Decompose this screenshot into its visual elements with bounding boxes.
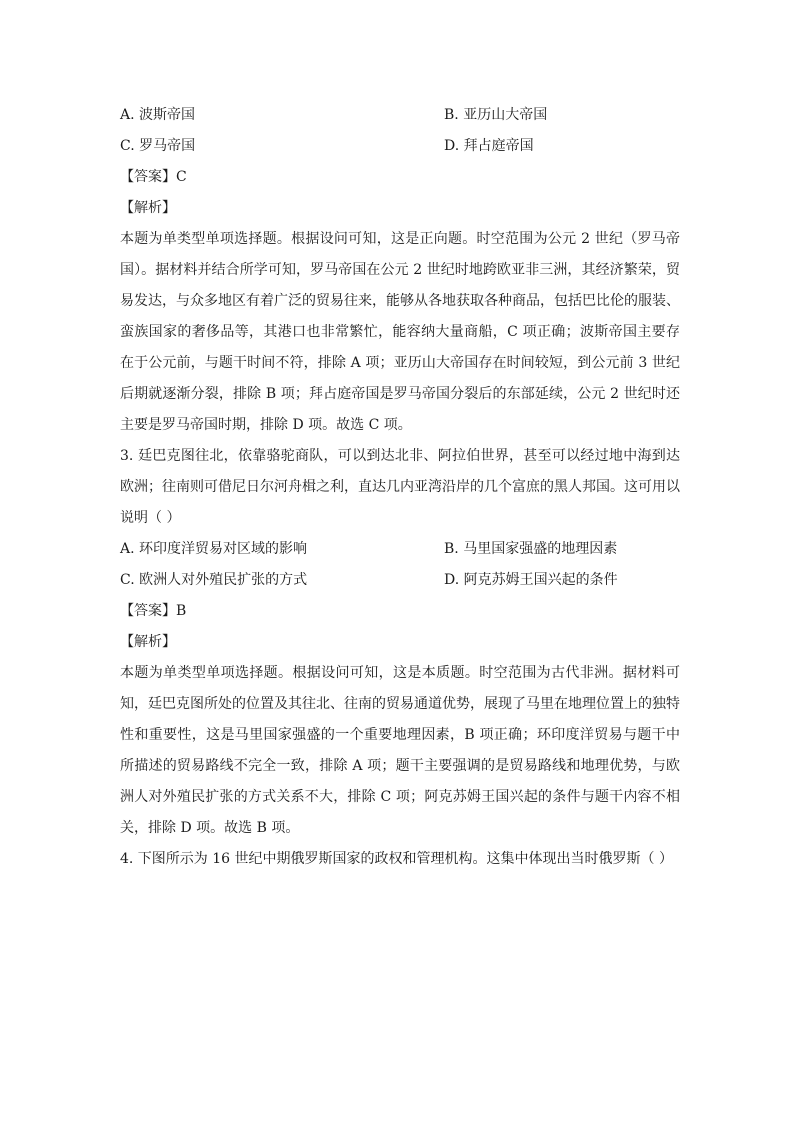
q4-stem: 4. 下图所示为 16 世纪中期俄罗斯国家的政权和管理机构。这集中体现出当时俄罗斯（ ）	[120, 851, 673, 867]
q3-options-row-2	[120, 565, 680, 596]
q2-options-row-2	[120, 131, 680, 162]
q2-analysis-label: 【解析】	[120, 200, 176, 216]
q3-answer: 【答案】B	[120, 603, 187, 619]
q3-option-d: D. 阿克苏姆王国兴起的条件	[444, 572, 618, 588]
q3-analysis: 本题为单类型单项选择题。根据设问可知，这是本质题。时空范围为古代非洲。据材料可知，廷巴克图所处的位置及其往北、往南的贸易通道优势，展现了马里在地理位置上的独特性和重要性，这是马里国家强盛的一个重要地理因素，B 项正确；环印度洋贸易与题干中所描述的贸易路线不完全一致，排除 A 项；题干主要强调的是贸易路线和地理优势，与欧洲人对外殖民扩张的方式关系不大，排除 C 项；阿克苏姆王国兴起的条件与题干内容不相关，排除 D 项。故选 B 项。	[120, 665, 680, 836]
q2-analysis: 本题为单类型单项选择题。根据设问可知，这是正向题。时空范围为公元 2 世纪（罗马帝国）。据材料并结合所学可知，罗马帝国在公元 2 世纪时地跨欧亚非三洲，其经济繁荣，贸易发达，与众多地区有着广泛的贸易往来，能够从各地获取各种商品，包括巴比伦的服装、蛮族国家的奢侈品等，其港口也非常繁忙，能容纳大量商船，C 项正确；波斯帝国主要存在于公元前，与题干时间不符，排除 A 项；亚历山大帝国存在时间较短，到公元前 3 世纪后期就逐渐分裂，排除 B 项；拜占庭帝国是罗马帝国分裂后的东部延续，公元 2 世纪时还主要是罗马帝国时期，排除 D 项。故选 C 项。	[120, 231, 680, 433]
q3-stem: 3. 廷巴克图往北，依靠骆驼商队，可以到达北非、阿拉伯世界，甚至可以经过地中海到达欧洲；往南则可借尼日尔河舟楫之利，直达几内亚湾沿岸的几个富庶的黑人邦国。这可用以说明（ ）	[120, 448, 680, 526]
q3-option-a: A. 环印度洋贸易对区域的影响	[120, 541, 308, 557]
q2-option-b: B. 亚历山大帝国	[444, 107, 548, 123]
q2-option-a: A. 波斯帝国	[120, 107, 196, 123]
q2-options-row-1	[120, 100, 680, 131]
q3-options-row-1	[120, 534, 680, 565]
q2-option-c: C. 罗马帝国	[120, 138, 196, 154]
q2-answer: 【答案】C	[120, 169, 187, 185]
q3-analysis-label: 【解析】	[120, 634, 176, 650]
q3-option-c: C. 欧洲人对外殖民扩张的方式	[120, 572, 308, 588]
q2-option-d: D. 拜占庭帝国	[444, 138, 534, 154]
q3-option-b: B. 马里国家强盛的地理因素	[444, 541, 618, 557]
document-page	[120, 100, 680, 875]
